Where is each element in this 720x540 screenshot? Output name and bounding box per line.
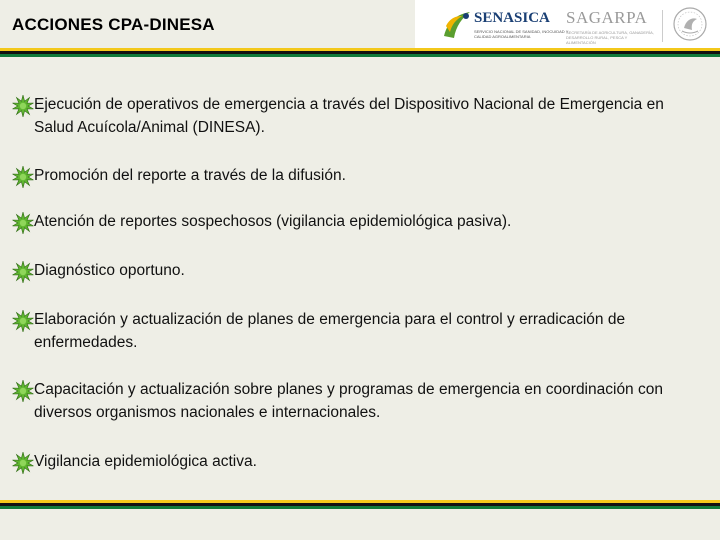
sagarpa-subtext: SECRETARÍA DE AGRICULTURA, GANADERÍA, DESARROLLO RURAL, PESCA Y ALIMENTACIÓN	[566, 30, 654, 45]
page-title: ACCIONES CPA-DINESA	[12, 15, 215, 34]
sagarpa-text: SAGARPA	[566, 8, 648, 27]
top-stripes	[0, 48, 720, 57]
green-starburst-icon	[12, 261, 34, 283]
logos-area	[430, 4, 720, 46]
logo-divider	[662, 10, 663, 42]
green-starburst-icon	[12, 380, 34, 402]
green-starburst-icon	[12, 310, 34, 332]
list-item-text: Capacitación y actualización sobre planes y programas de emergencia en coordinación con diversos organismos nacionales e internacionales.	[34, 381, 663, 421]
stripe-green	[0, 54, 720, 57]
green-starburst-icon	[12, 95, 34, 117]
green-starburst-icon	[12, 212, 34, 234]
list-item-text: Diagnóstico oportuno.	[34, 262, 185, 279]
green-starburst-icon	[12, 166, 34, 188]
senasica-subtext: SERVICIO NACIONAL DE SANIDAD, INOCUIDAD Y CALIDAD AGROALIMENTARIA	[474, 29, 569, 39]
senasica-emblem-icon	[440, 6, 474, 44]
stripe-green	[0, 506, 720, 509]
bottom-stripes	[0, 500, 720, 509]
senasica-text: SENASICA	[474, 10, 550, 26]
list-item-text: Promoción del reporte a través de la difusión.	[34, 167, 346, 184]
title-box	[0, 0, 415, 48]
green-starburst-icon	[12, 452, 34, 474]
mexico-seal-icon	[672, 6, 708, 42]
list-item-text: Elaboración y actualización de planes de emergencia para el control y erradicación de enfermedades.	[34, 311, 626, 351]
list-item-text: Ejecución de operativos de emergencia a través del Dispositivo Nacional de Emergencia en Salud Acuícola/Animal (DINESA).	[34, 96, 664, 136]
list-item-text: Atención de reportes sospechosos (vigilancia epidemiológica pasiva).	[34, 213, 512, 230]
list-item-text: Vigilancia epidemiológica activa.	[34, 453, 257, 470]
senasica-logo	[440, 6, 570, 44]
header	[0, 0, 720, 48]
sagarpa-logo	[566, 6, 656, 44]
